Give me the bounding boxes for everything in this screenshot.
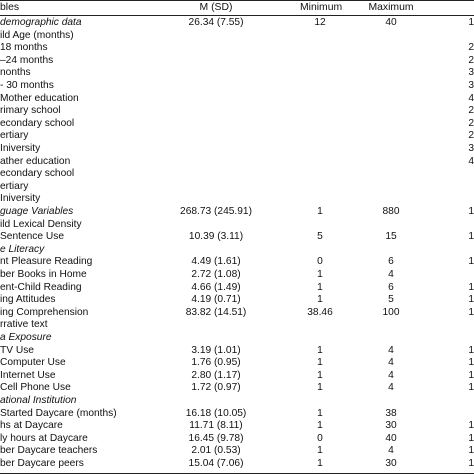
row-label: hs at Daycare xyxy=(0,420,63,432)
row-minimum xyxy=(300,143,340,155)
row-last: 1 xyxy=(468,382,474,394)
row-maximum: 4 xyxy=(388,269,394,280)
row-mean-sd: 2.80 (1.17) xyxy=(191,369,241,381)
row-mean-sd xyxy=(162,93,270,105)
row-last: 1 xyxy=(468,432,474,444)
row-minimum: 1 xyxy=(317,344,323,356)
row-label: a Exposure xyxy=(0,332,52,343)
row-last: 2 xyxy=(468,42,474,54)
row-minimum xyxy=(300,118,340,130)
row-maximum xyxy=(360,168,422,180)
row-mean-sd xyxy=(162,156,270,168)
row-minimum: 0 xyxy=(317,432,323,444)
row-minimum: 1 xyxy=(317,420,323,432)
row-last: 1 xyxy=(468,458,474,469)
row-minimum xyxy=(300,219,340,231)
row-mean-sd: 1.72 (0.97) xyxy=(191,382,241,394)
header-maximum: Maximum xyxy=(368,2,414,13)
row-minimum: 1 xyxy=(317,357,323,369)
row-last: 1 xyxy=(468,357,474,369)
row-minimum: 1 xyxy=(317,458,323,469)
row-mean-sd xyxy=(162,143,270,155)
row-minimum: 1 xyxy=(317,269,323,280)
row-label: ly hours at Daycare xyxy=(0,432,88,444)
row-mean-sd: 16.45 (9.78) xyxy=(188,432,244,444)
row-last: 1 xyxy=(468,420,474,432)
row-maximum: 5 xyxy=(388,294,394,306)
row-last xyxy=(440,181,474,193)
row-maximum xyxy=(360,67,422,79)
row-label: ertiary xyxy=(0,180,29,192)
row-label: ing Comprehension xyxy=(0,306,89,318)
row-label: ild Age (months) xyxy=(0,29,74,41)
row-mean-sd xyxy=(162,80,270,92)
header-last xyxy=(440,2,474,14)
row-minimum xyxy=(300,181,340,193)
row-last: 2 xyxy=(468,105,474,117)
row-minimum: 12 xyxy=(314,17,326,28)
row-last: 3 xyxy=(468,80,474,91)
row-minimum xyxy=(300,30,340,42)
row-last: 2 xyxy=(468,130,474,142)
row-maximum: 4 xyxy=(388,369,394,381)
row-label: Started Daycare (months) xyxy=(0,407,117,419)
row-maximum: 40 xyxy=(385,17,397,28)
row-maximum xyxy=(360,105,422,117)
row-maximum xyxy=(360,181,422,193)
row-maximum: 30 xyxy=(385,420,397,432)
row-last xyxy=(440,168,474,180)
row-minimum: 1 xyxy=(317,369,323,381)
row-minimum: 0 xyxy=(317,256,323,268)
row-last: 1 xyxy=(468,306,474,318)
row-label: ather education xyxy=(0,155,71,167)
row-mean-sd: 10.39 (3.11) xyxy=(188,231,244,243)
row-mean-sd: 3.19 (1.01) xyxy=(191,344,241,356)
row-minimum: 1 xyxy=(317,445,323,457)
table-top-rule xyxy=(0,0,474,1)
row-maximum xyxy=(360,93,422,105)
row-mean-sd: 15.04 (7.06) xyxy=(188,458,244,469)
row-label: Iniversity xyxy=(0,193,41,205)
row-minimum: 38.46 xyxy=(307,306,333,318)
row-maximum xyxy=(360,143,422,155)
row-minimum xyxy=(300,105,340,117)
row-label: econdary school xyxy=(0,117,75,129)
row-label: ent-Child Reading xyxy=(0,281,82,293)
row-maximum xyxy=(360,130,422,142)
row-minimum: 1 xyxy=(317,294,323,306)
row-last: 2 xyxy=(468,117,474,129)
row-maximum: 880 xyxy=(382,206,400,217)
row-label: demographic data xyxy=(0,17,82,28)
row-label: ber Daycare teachers xyxy=(0,445,98,457)
row-maximum: 100 xyxy=(382,306,400,318)
row-mean-sd: 4.19 (0.71) xyxy=(191,294,241,306)
row-last: 1 xyxy=(468,445,474,457)
row-label: Sentence Use xyxy=(0,231,64,243)
row-last: 4 xyxy=(468,92,474,104)
row-mean-sd: 26.34 (7.55) xyxy=(188,17,244,28)
row-mean-sd xyxy=(162,332,270,344)
row-mean-sd: 2.72 (1.08) xyxy=(191,269,241,280)
row-mean-sd xyxy=(162,219,270,231)
row-maximum: 4 xyxy=(388,382,394,394)
row-label: guage Variables xyxy=(0,206,74,217)
row-minimum: 1 xyxy=(317,206,323,217)
row-mean-sd: 11.71 (8.11) xyxy=(189,420,243,432)
row-mean-sd xyxy=(162,130,270,142)
row-last xyxy=(440,30,474,42)
row-maximum: 4 xyxy=(388,445,394,457)
row-label: ild Lexical Density xyxy=(0,218,82,230)
row-last: 1 xyxy=(468,231,474,243)
row-last: 1 xyxy=(468,344,474,356)
row-maximum xyxy=(360,193,422,205)
row-label: econdary school xyxy=(0,168,75,180)
row-mean-sd: 16.18 (10.05) xyxy=(185,407,247,419)
row-label: –24 months xyxy=(0,54,54,66)
header-minimum: Minimum xyxy=(300,2,343,13)
row-label: ber Daycare peers xyxy=(0,458,84,469)
row-maximum xyxy=(360,118,422,130)
row-mean-sd xyxy=(162,319,270,331)
row-mean-sd xyxy=(162,42,270,54)
row-mean-sd xyxy=(162,181,270,193)
row-mean-sd xyxy=(162,244,270,256)
row-minimum xyxy=(300,80,340,92)
row-minimum xyxy=(300,319,340,331)
row-label: ertiary xyxy=(0,130,29,142)
row-maximum xyxy=(360,332,422,344)
header-rule xyxy=(0,15,474,16)
row-last: 1 xyxy=(468,256,474,268)
row-last: 1 xyxy=(468,206,474,217)
row-label: ing Attitudes xyxy=(0,294,56,306)
row-maximum: 38 xyxy=(385,407,397,419)
row-maximum: 6 xyxy=(388,281,394,293)
row-label: nt Pleasure Reading xyxy=(0,256,93,268)
row-last xyxy=(440,395,474,407)
row-maximum xyxy=(360,395,422,407)
row-mean-sd xyxy=(162,55,270,67)
row-mean-sd: 4.49 (1.61) xyxy=(191,256,241,268)
row-mean-sd xyxy=(162,395,270,407)
row-label: TV Use xyxy=(0,344,34,356)
row-minimum: 1 xyxy=(317,407,323,419)
row-label: 18 months xyxy=(0,42,48,54)
row-maximum xyxy=(360,319,422,331)
row-maximum: 15 xyxy=(385,231,397,243)
row-label: Cell Phone Use xyxy=(0,382,71,394)
row-last xyxy=(440,332,474,344)
row-label: rrative text xyxy=(0,319,48,331)
row-label: Internet Use xyxy=(0,369,56,381)
row-minimum xyxy=(300,395,340,407)
row-mean-sd: 1.76 (0.95) xyxy=(191,357,241,369)
row-label: Mother education xyxy=(0,92,79,104)
row-mean-sd xyxy=(162,67,270,79)
row-minimum xyxy=(300,193,340,205)
row-minimum xyxy=(300,332,340,344)
row-minimum: 5 xyxy=(317,231,323,243)
row-mean-sd xyxy=(162,30,270,42)
row-mean-sd xyxy=(162,193,270,205)
row-mean-sd: 268.73 (245.91) xyxy=(180,206,252,217)
row-maximum: 30 xyxy=(385,458,397,469)
row-mean-sd xyxy=(162,168,270,180)
row-mean-sd: 2.01 (0.53) xyxy=(191,445,241,457)
row-maximum: 6 xyxy=(388,256,394,268)
row-maximum xyxy=(360,80,422,92)
header-variables: bles xyxy=(0,2,20,13)
row-minimum: 1 xyxy=(317,281,323,293)
row-label: - 30 months xyxy=(0,80,54,91)
row-label: Computer Use xyxy=(0,357,66,369)
row-last: 1 xyxy=(468,369,474,381)
row-label: nonths xyxy=(0,67,31,79)
row-last: 3 xyxy=(468,67,474,79)
row-last: 1 xyxy=(468,17,474,28)
row-maximum xyxy=(360,30,422,42)
row-last xyxy=(440,193,474,205)
row-minimum xyxy=(300,130,340,142)
row-maximum xyxy=(360,156,422,168)
row-last xyxy=(440,269,474,281)
row-maximum xyxy=(360,55,422,67)
row-minimum xyxy=(300,244,340,256)
row-last xyxy=(440,319,474,331)
row-mean-sd xyxy=(162,105,270,117)
row-last xyxy=(440,219,474,231)
row-last: 3 xyxy=(468,143,474,154)
row-minimum xyxy=(300,156,340,168)
row-last xyxy=(440,244,474,256)
row-maximum: 4 xyxy=(388,344,394,356)
row-minimum: 1 xyxy=(317,382,323,394)
row-last: 1 xyxy=(468,281,474,293)
row-label: ational Institution xyxy=(0,395,77,406)
row-minimum xyxy=(300,67,340,79)
row-label: rimary school xyxy=(0,105,61,117)
row-mean-sd xyxy=(162,118,270,130)
row-minimum xyxy=(300,42,340,54)
row-label: ber Books in Home xyxy=(0,269,87,280)
header-mean-sd: M (SD) xyxy=(199,2,233,13)
row-label: e Literacy xyxy=(0,243,45,255)
row-last: 1 xyxy=(468,294,474,306)
row-minimum xyxy=(300,168,340,180)
row-maximum: 4 xyxy=(388,357,394,369)
row-minimum xyxy=(300,93,340,105)
row-maximum xyxy=(360,244,422,256)
row-maximum xyxy=(360,219,422,231)
row-mean-sd: 83.82 (14.51) xyxy=(185,306,247,318)
row-maximum: 40 xyxy=(385,432,397,444)
row-mean-sd: 4.66 (1.49) xyxy=(191,281,241,293)
row-maximum xyxy=(360,42,422,54)
row-last: 2 xyxy=(468,54,474,66)
row-last xyxy=(440,408,474,420)
row-last: 4 xyxy=(468,155,474,167)
row-label: Iniversity xyxy=(0,143,41,154)
row-minimum xyxy=(300,55,340,67)
